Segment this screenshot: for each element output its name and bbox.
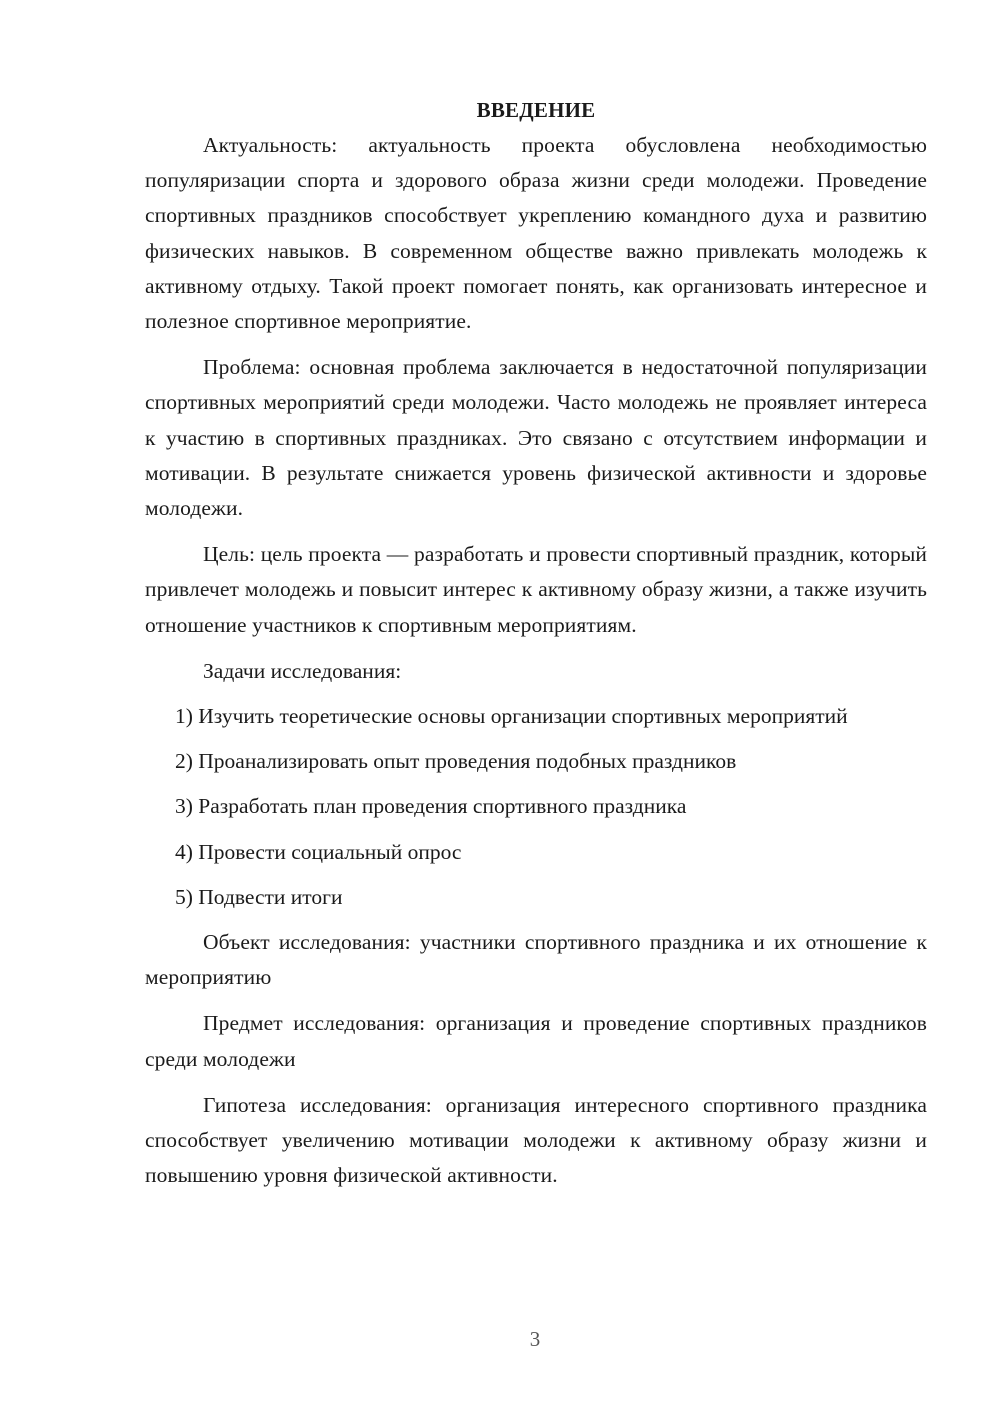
paragraph-object: Объект исследования: участники спортивного праздника и их отношение к мероприятию	[145, 930, 927, 990]
task-item-3: 3) Разработать план проведения спортивного праздника	[175, 794, 687, 819]
paragraph-problem: Проблема: основная проблема заключается в недостаточной популяризации спортивных мероприятий среди молодежи. Часто молодежь не проявляет интереса к участию в спортивных праздниках. Это связано с отсутствием информации и мотивации. В результате снижается уровень физической активности и здоровье молодежи.	[145, 355, 927, 521]
tasks-title: Задачи исследования:	[203, 658, 402, 683]
paragraph-goal: Цель: цель проекта — разработать и провести спортивный праздник, который привлечет молодежь и повысит интерес к активному образу жизни, а также изучить отношение участников к спортивным мероприятиям.	[145, 542, 927, 637]
paragraph-relevance: Актуальность: актуальность проекта обусловлена необходимостью популяризации спорта и здорового образа жизни среди молодежи. Проведение спортивных праздников способствует укреплению командного духа и развитию физических навыков. В современном обществе важно привлекать молодежь к активному отдыху. Такой проект помогает понять, как организовать интересное и полезное спортивное мероприятие.	[145, 133, 927, 334]
task-item-5: 5) Подвести итоги	[175, 884, 343, 909]
task-item-1: 1) Изучить теоретические основы организации спортивных мероприятий	[175, 704, 848, 729]
task-item-2: 2) Проанализировать опыт проведения подобных праздников	[175, 749, 737, 774]
section-heading: ВВЕДЕНИЕ	[476, 98, 596, 122]
page-number: 3	[529, 1327, 541, 1351]
paragraph-hypothesis: Гипотеза исследования: организация интересного спортивного праздника способствует увеличению мотивации молодежи к активному образу жизни и повышению уровня физической активности.	[145, 1092, 927, 1188]
task-item-4: 4) Провести социальный опрос	[175, 839, 462, 864]
document-body	[145, 93, 927, 1204]
paragraph-subject: Предмет исследования: организация и проведение спортивных праздников среди молодежи	[145, 1011, 927, 1071]
